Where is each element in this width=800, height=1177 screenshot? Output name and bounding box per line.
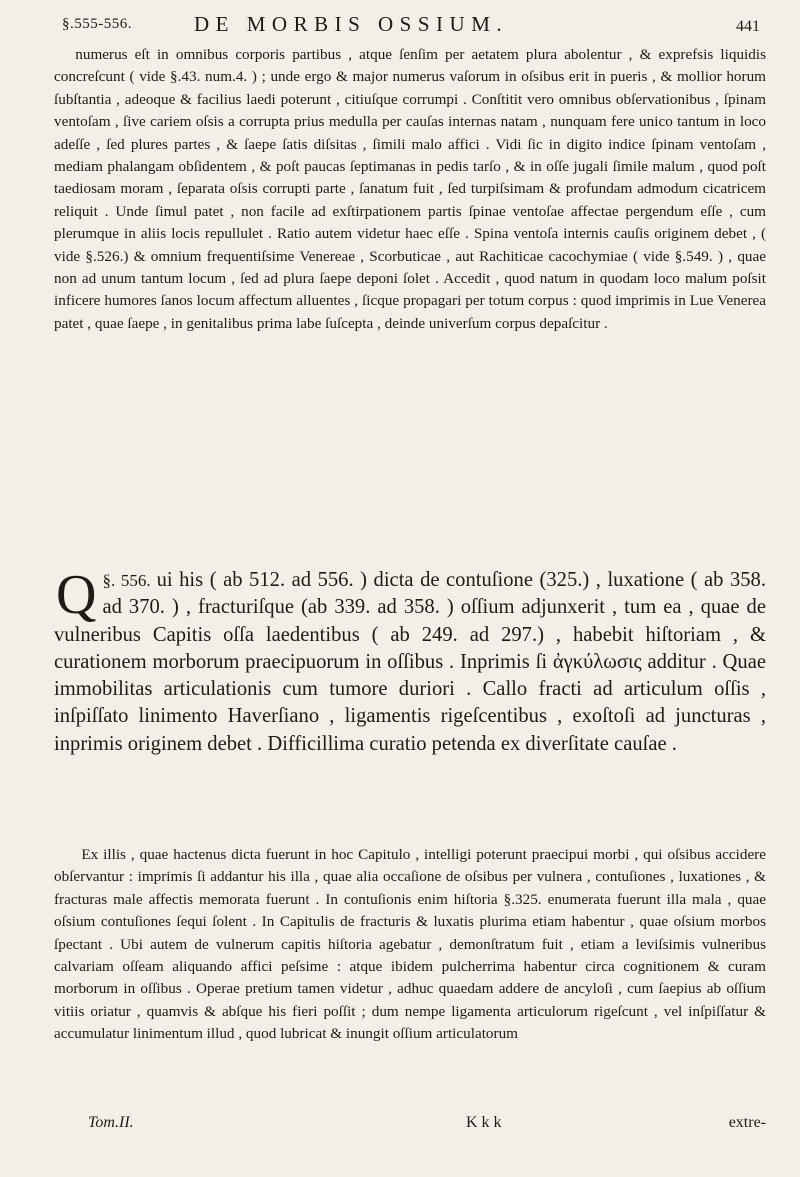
commentary-paragraph: Ex illis , quae hactenus dicta fuerunt in hoc Capitulo , intelligi poterunt praecipui morbi , qui oſsibus accidere obſervantur : imprimis ſi addantur his illa , quae alia occaſione de oſsibus per vulnera , contuſiones , luxationes , & fracturas male affectis memorata fuerunt . In contuſionis enim hiſtoria §.325. enumerata fuerunt illa mala , quae oſsium contuſiones ſequi ſolent . In Capitulis de fracturis & luxatis plurima etiam habentur , quae oſsium morbos ſpectant . Ubi autem de vulnerum capitis hiſtoria agebatur , demonſtratum fuit , etiam a leviſsimis vulneribus calvariam oſſeam aliquando affici peſsime : atque ibidem pulcherrima habentur circa cognitionem & curam morborum in oſſibus . Operae pretium tamen videtur , adhuc quaedam addere de ancyloſi , cum ſaepius ab oſſium vitiis oriatur , quamvis & abſque his fieri poſſit ; dum nempe ligamenta articulorum rigeſcunt , vel inſpiſſatur & accumulatur linimentum illud , quod lubricat & inungit oſſium articulatorum	[54, 846, 766, 1043]
aphorism-text: ui his ( ab 512. ad 556. ) dicta de contuſione (325.) , luxatione ( ab 358. ad 370. ) , fracturiſque (ab 339. ad 358. ) oſſium adjunxerit , tum ea , quae de vulneribus Capitis oſſa laedentibus ( ab 249. ad 297.) , habebit hiſtoriam , & curationem morborum praecipuorum in oſſibus . Inprimis ſi ἀγκύλωσις additur . Quae immobilitas articulationis cum tumore duriori . Callo fracti ad articulum oſſis , inſpiſſato linimento Haverſiano , ligamentis rigeſcentibus , exoſtoſi ad juncturas , inprimis originem debet . Difficillima curatio petenda ex diverſitate cauſae .	[54, 569, 767, 755]
catchword: extre-	[728, 1114, 766, 1131]
section-range: §.555-556.	[62, 16, 132, 32]
running-header	[62, 12, 760, 42]
drop-cap: Q	[56, 564, 97, 626]
aphorism-section	[54, 564, 767, 758]
section-label: §. 556.	[102, 571, 151, 590]
volume-marker: Tom.II.	[88, 1114, 134, 1131]
signature-mark: K k k	[466, 1114, 502, 1131]
paragraph-continued: numerus eſt in omnibus corporis partibus , atque ſenſim per aetatem plura abolentur , & exprefsis liquidis concreſcunt ( vide §.43. num.4. ) ; unde ergo & major numerus vaſorum in oſsibus erit in pueris , & mollior horum ſubſtantia , adeoque & facilius laedi poterunt , citiuſque corrumpi . Conſtitit vero omnibus obſervationibus , ſpinam ventoſam , ſive cariem oſsis a corrupta prius medulla per cauſas internas natam , nunquam fere unico tantum in loco adeſſe , ſed plures partes , & ſaepe ſatis diſsitas , ſimili malo affici . Vidi ſic in digito indice ſpinam ventoſam , mediam phalangam obſidentem , & poſt paucas ſeptimanas in pedis tarſo , & in oſſe jugali ſimile malum , quod poſt taediosam moram , ſeparata oſsis corrupti parte , ſanatum fuit , ſed turpiſsimam & profundam admodum cicatricem reliquit . Unde ſimul patet , non facile ad exſtirpationem partis ſpinae ventoſae affectae pergendum eſſe , cum plerumque in aliis locis repullulet . Ratio autem videtur haec eſſe . Spina ventoſa internis cauſis originem debet , ( vide §.526.) & omnium frequentiſsime Venereae , Scorbuticae , aut Rachiticae cacochymiae ( vide §.549. ) , quae non ad unum tantum locum , ſed ad plura ſaepe deponi ſolet . Accedit , quod natum in quodam loco malum poſsit inficere humores ſanos locum affectum alluentes , ſicque propagari per totum corpus : quod imprimis in Lue Venerea patet , quae ſaepe , in genitalibus prima labe ſuſcepta , deinde univerſum corpus depaſcitur .	[54, 46, 766, 332]
page-number: 441	[736, 18, 760, 35]
page-footer	[88, 1114, 766, 1136]
running-title: DE MORBIS OSSIUM.	[194, 12, 509, 36]
